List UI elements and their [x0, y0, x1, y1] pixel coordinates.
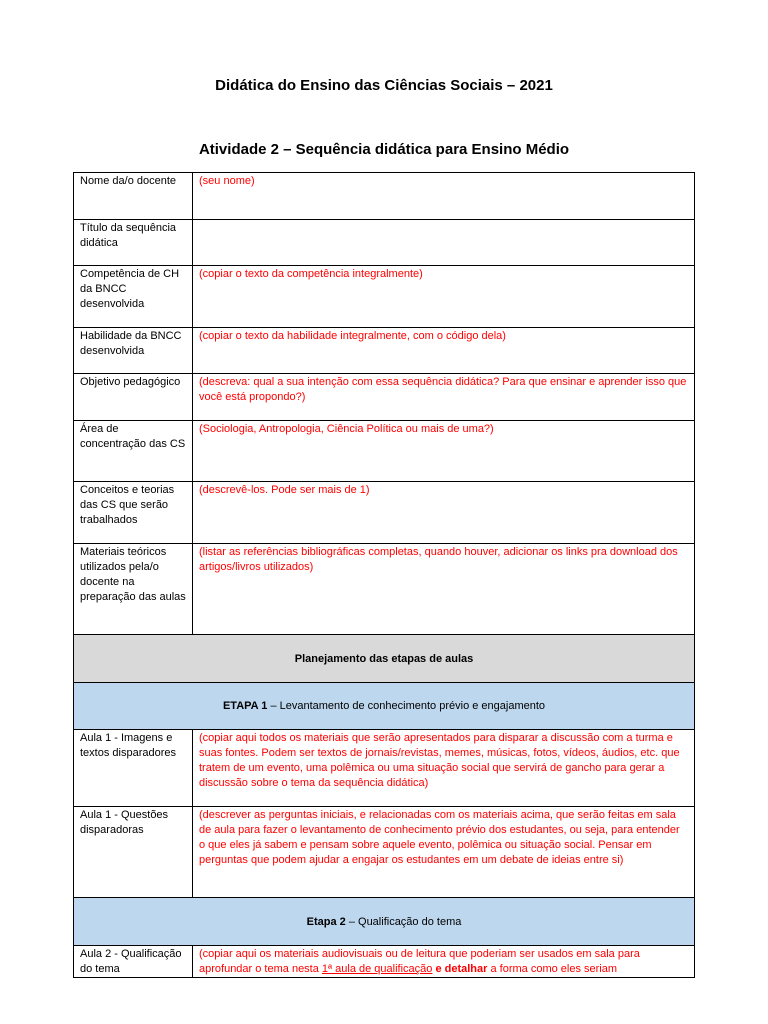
table-row: [74, 220, 695, 266]
row-value[interactable]: [193, 946, 695, 978]
table-row: [74, 421, 695, 482]
course-title: Didática do Ensino das Ciências Sociais – 2021: [215, 77, 553, 94]
row-label: Área de concentração das CS: [74, 421, 193, 482]
value-text-part2: a forma como eles seriam: [487, 963, 618, 975]
table-row: [74, 544, 695, 635]
etapa2-header-row: [74, 898, 695, 946]
row-value[interactable]: (descrevê-los. Pode ser mais de 1): [193, 482, 695, 544]
row-value[interactable]: (copiar o texto da competência integralmente): [193, 266, 695, 328]
etapa2-label: Etapa 2: [306, 915, 346, 928]
row-value[interactable]: (copiar o texto da habilidade integralmente, com o código dela): [193, 328, 695, 374]
row-label: Aula 1 - Questões disparadoras: [74, 807, 193, 898]
row-label: [74, 946, 193, 978]
row-value[interactable]: (seu nome): [193, 173, 695, 220]
etapa1-header: [74, 683, 695, 730]
row-label: Objetivo pedagógico: [74, 374, 193, 421]
row-value[interactable]: (Sociologia, Antropologia, Ciência Política ou mais de uma?): [193, 421, 695, 482]
row-value-text: [199, 947, 688, 977]
table-row: [74, 266, 695, 328]
etapa1-label: ETAPA 1: [222, 700, 268, 712]
value-text-underlined: 1ª aula de qualificação: [321, 963, 433, 975]
row-value[interactable]: (descreva: qual a sua intenção com essa sequência didática? Para que ensinar e aprender isso que você está propondo?): [193, 374, 695, 421]
etapa1-header-row: [74, 683, 695, 730]
planning-header: Planejamento das etapas de aulas: [74, 635, 695, 683]
value-text-bold: e detalhar: [432, 963, 488, 975]
etapa1-description: – Levantamento de conhecimento prévio e engajamento: [267, 700, 546, 712]
row-label: Título da sequência didática: [74, 220, 193, 266]
row-value[interactable]: (listar as referências bibliográficas completas, quando houver, adicionar os links pra download dos artigos/livros utilizados): [193, 544, 695, 635]
table-row: [74, 374, 695, 421]
planning-header-row: [74, 635, 695, 683]
row-label: Habilidade da BNCC desenvolvida: [74, 328, 193, 374]
lesson-plan-table: [73, 172, 695, 978]
table-row: [74, 482, 695, 544]
row-label-text: Aula 2 - Qualificação do tema: [80, 948, 182, 975]
row-label: Competência de CH da BNCC desenvolvida: [74, 266, 193, 328]
row-value[interactable]: (copiar aqui todos os materiais que serão apresentados para disparar a discussão com a turma e suas fontes. Podem ser textos de jornais/revistas, memes, músicas, fotos, vídeos, áudios, etc. que tratem de um evento, uma polêmica ou uma situação social que servirá de gancho para gerar a discussão sobre o tema da sequência didática): [193, 730, 695, 807]
row-label: Materiais teóricos utilizados pela/o docente na preparação das aulas: [74, 544, 193, 635]
value-text-part1: (copiar aqui os materiais audiovisuais ou de leitura que poderiam ser usados em sala para aprofundar o tema nesta: [199, 948, 640, 975]
row-label: Conceitos e teorias das CS que serão trabalhados: [74, 482, 193, 544]
table-row: [74, 730, 695, 807]
table-row: [74, 946, 695, 978]
table-row: [74, 328, 695, 374]
table-row: [74, 807, 695, 898]
row-value[interactable]: (descrever as perguntas iniciais, e relacionadas com os materiais acima, que serão feitas em sala de aula para fazer o levantamento de conhecimento prévio dos estudantes, ou seja, para entender o que eles já sabem e pensam sobre aquele evento, polêmica ou situação social. Pensar em perguntas que podem ajudar a engajar os estudantes em um debate de ideias entre si): [193, 807, 695, 898]
row-label: Aula 1 - Imagens e textos disparadores: [74, 730, 193, 807]
row-label: Nome da/o docente: [74, 173, 193, 220]
etapa2-header: [74, 898, 695, 946]
table-row: [74, 173, 695, 220]
etapa2-description: – Qualificação do tema: [345, 915, 462, 928]
activity-title: Atividade 2 – Sequência didática para Ensino Médio: [198, 141, 570, 158]
row-value[interactable]: [193, 220, 695, 266]
